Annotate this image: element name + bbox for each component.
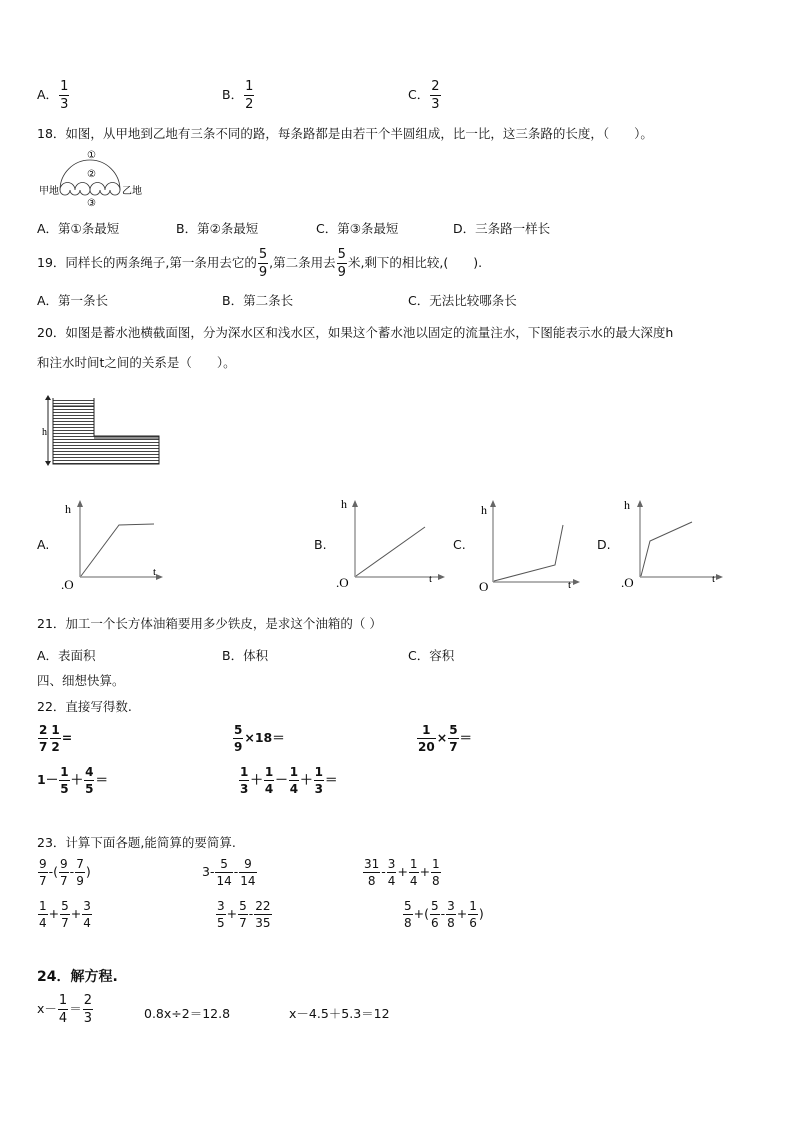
graph-b-label: B. xyxy=(314,537,327,552)
route-1-label: ① xyxy=(87,150,96,161)
q24-eq-1: x－ $\frac{1}{4}$ ＝ $\frac{2}{3}$ xyxy=(37,993,92,1026)
q18-option-a: A．第①条最短 xyxy=(37,221,120,236)
graph-b-y-label: h xyxy=(341,497,347,511)
q23-expr-2: 3- $\frac{5}{14}$ - $\frac{9}{14}$ xyxy=(202,857,256,888)
q22-text: 22．直接写得数. xyxy=(37,699,132,714)
q21-option-a: A．表面积 xyxy=(37,648,96,663)
graph-a-line xyxy=(81,524,157,578)
q21-option-b: B．体积 xyxy=(222,648,269,663)
q22-expr-2: $\frac{5}{9}$ ×18＝ xyxy=(234,723,285,754)
q23-expr-4: $\frac{1}{4}$ + $\frac{5}{7}$ + $\frac{3}{4}$ xyxy=(39,899,91,930)
q18-option-b: B．第②条最短 xyxy=(176,221,259,236)
option-label: B． xyxy=(222,87,244,102)
q18-option-d: D．三条路一样长 xyxy=(453,221,551,236)
graph-b-x-label: t xyxy=(429,573,433,585)
graph-c-line xyxy=(494,525,563,581)
graph-a-label: A. xyxy=(37,537,50,552)
q23-expr-3: $\frac{31}{8}$ - $\frac{3}{4}$ + $\frac{1}{4}$ + $\frac{1}{8}$ xyxy=(364,857,440,888)
q23-expr-6: $\frac{5}{8}$ +( $\frac{5}{6}$ - $\frac{3}{8}$ + $\frac{1}{6}$ ) xyxy=(404,899,484,930)
graph-c xyxy=(474,495,589,593)
q19-option-a: A．第一条长 xyxy=(37,293,109,308)
q23-text: 23．计算下面各题,能简算的要简算. xyxy=(37,835,236,850)
q17-option-a xyxy=(37,80,70,111)
q19-option-b: B．第二条长 xyxy=(222,293,294,308)
q22-expr-3: $\frac{1}{20}$ × $\frac{5}{7}$ ＝ xyxy=(418,723,473,754)
option-label: A． xyxy=(37,87,59,102)
route-diagram xyxy=(38,146,148,210)
q17-option-c xyxy=(408,80,442,111)
section-4-title: 四、细想快算。 xyxy=(37,673,125,688)
q22-expr-4: 1－ $\frac{1}{5}$ ＋ $\frac{4}{5}$ ＝ xyxy=(37,765,108,796)
pool-cross-section xyxy=(40,394,164,468)
graph-c-origin-label: O xyxy=(479,579,489,593)
start-label: 甲地 xyxy=(39,186,59,197)
fraction: $\frac{1}{3}$ xyxy=(60,79,69,112)
graph-d-y-label: h xyxy=(624,498,630,512)
graph-c-label: C. xyxy=(453,537,466,552)
graph-c-y-label: h xyxy=(481,503,487,517)
route-2-arcs xyxy=(60,183,120,191)
fraction: $\frac{2}{3}$ xyxy=(431,79,440,112)
q22-expr-5: $\frac{1}{3}$ ＋ $\frac{1}{4}$ － $\frac{1}{4}$ ＋ $\frac{1}{3}$ ＝ xyxy=(240,765,338,796)
fraction: $\frac{1}{2}$ xyxy=(245,79,254,112)
graph-d-line xyxy=(641,522,692,576)
fraction: $\frac{5}{9}$ xyxy=(258,247,268,280)
q18-text: 18．如图，从甲地到乙地有三条不同的路，每条路都是由若干个半圆组成，比一比，这三条路的长度，（ ）。 xyxy=(37,126,653,141)
graph-a-origin-label: .O xyxy=(61,577,74,590)
route-2-label: ② xyxy=(87,169,96,180)
route-3-label: ③ xyxy=(87,198,96,209)
q21-option-c: C．容积 xyxy=(408,648,455,663)
graph-d-origin-label: .O xyxy=(621,575,634,590)
graph-b-line xyxy=(356,527,425,576)
end-label: 乙地 xyxy=(122,186,142,197)
q19-text: 19．同样长的两条绳子,第一条用去它的 $\frac{5}{9}$ ,第二条用去 $\frac{5}{9}$ 米,剩下的相比较,( ). xyxy=(37,247,483,280)
graph-b-origin-label: .O xyxy=(336,575,349,590)
q22-expr-1: $\frac{2}{7}$ $\frac{1}{2}$ = xyxy=(39,723,73,754)
q17-option-b xyxy=(222,80,255,111)
route-3-arcs xyxy=(60,190,120,195)
graph-a-y-label: h xyxy=(65,502,71,516)
option-label: C． xyxy=(408,87,430,102)
graph-c-x-label: t xyxy=(568,579,572,591)
fraction: $\frac{5}{9}$ xyxy=(337,247,346,280)
q24-eq-3: x－4.5＋5.3＝12 xyxy=(289,1006,390,1021)
graph-d-label: D. xyxy=(597,537,611,552)
q19-option-c: C．无法比较哪条长 xyxy=(408,293,517,308)
q21-text: 21．加工一个长方体油箱要用多少铁皮，是求这个油箱的（ ） xyxy=(37,616,382,631)
q24-eq-2: 0.8x÷2＝12.8 xyxy=(144,1006,231,1021)
q23-expr-1: $\frac{9}{7}$ -( $\frac{9}{7}$ - $\frac{7}{9}$ ) xyxy=(39,857,91,888)
q24-text: 24．解方程. xyxy=(37,969,118,985)
graph-a xyxy=(58,495,168,590)
q20-line1: 20．如图是蓄水池横截面图，分为深水区和浅水区，如果这个蓄水池以固定的流量注水，下图能表示水的最大深度h xyxy=(37,325,674,340)
q20-line2: 和注水时间t之间的关系是（ ）。 xyxy=(37,355,236,370)
graph-d-x-label: t xyxy=(712,573,716,585)
graph-b xyxy=(333,495,448,590)
graph-a-x-label: t xyxy=(153,566,157,578)
pool-h-label: h xyxy=(42,427,47,438)
pool-water xyxy=(53,398,159,464)
graph-d xyxy=(618,495,733,590)
q18-option-c: C．第③条最短 xyxy=(316,221,399,236)
q23-expr-5: $\frac{3}{5}$ + $\frac{5}{7}$ - $\frac{22}{35}$ xyxy=(217,899,271,930)
